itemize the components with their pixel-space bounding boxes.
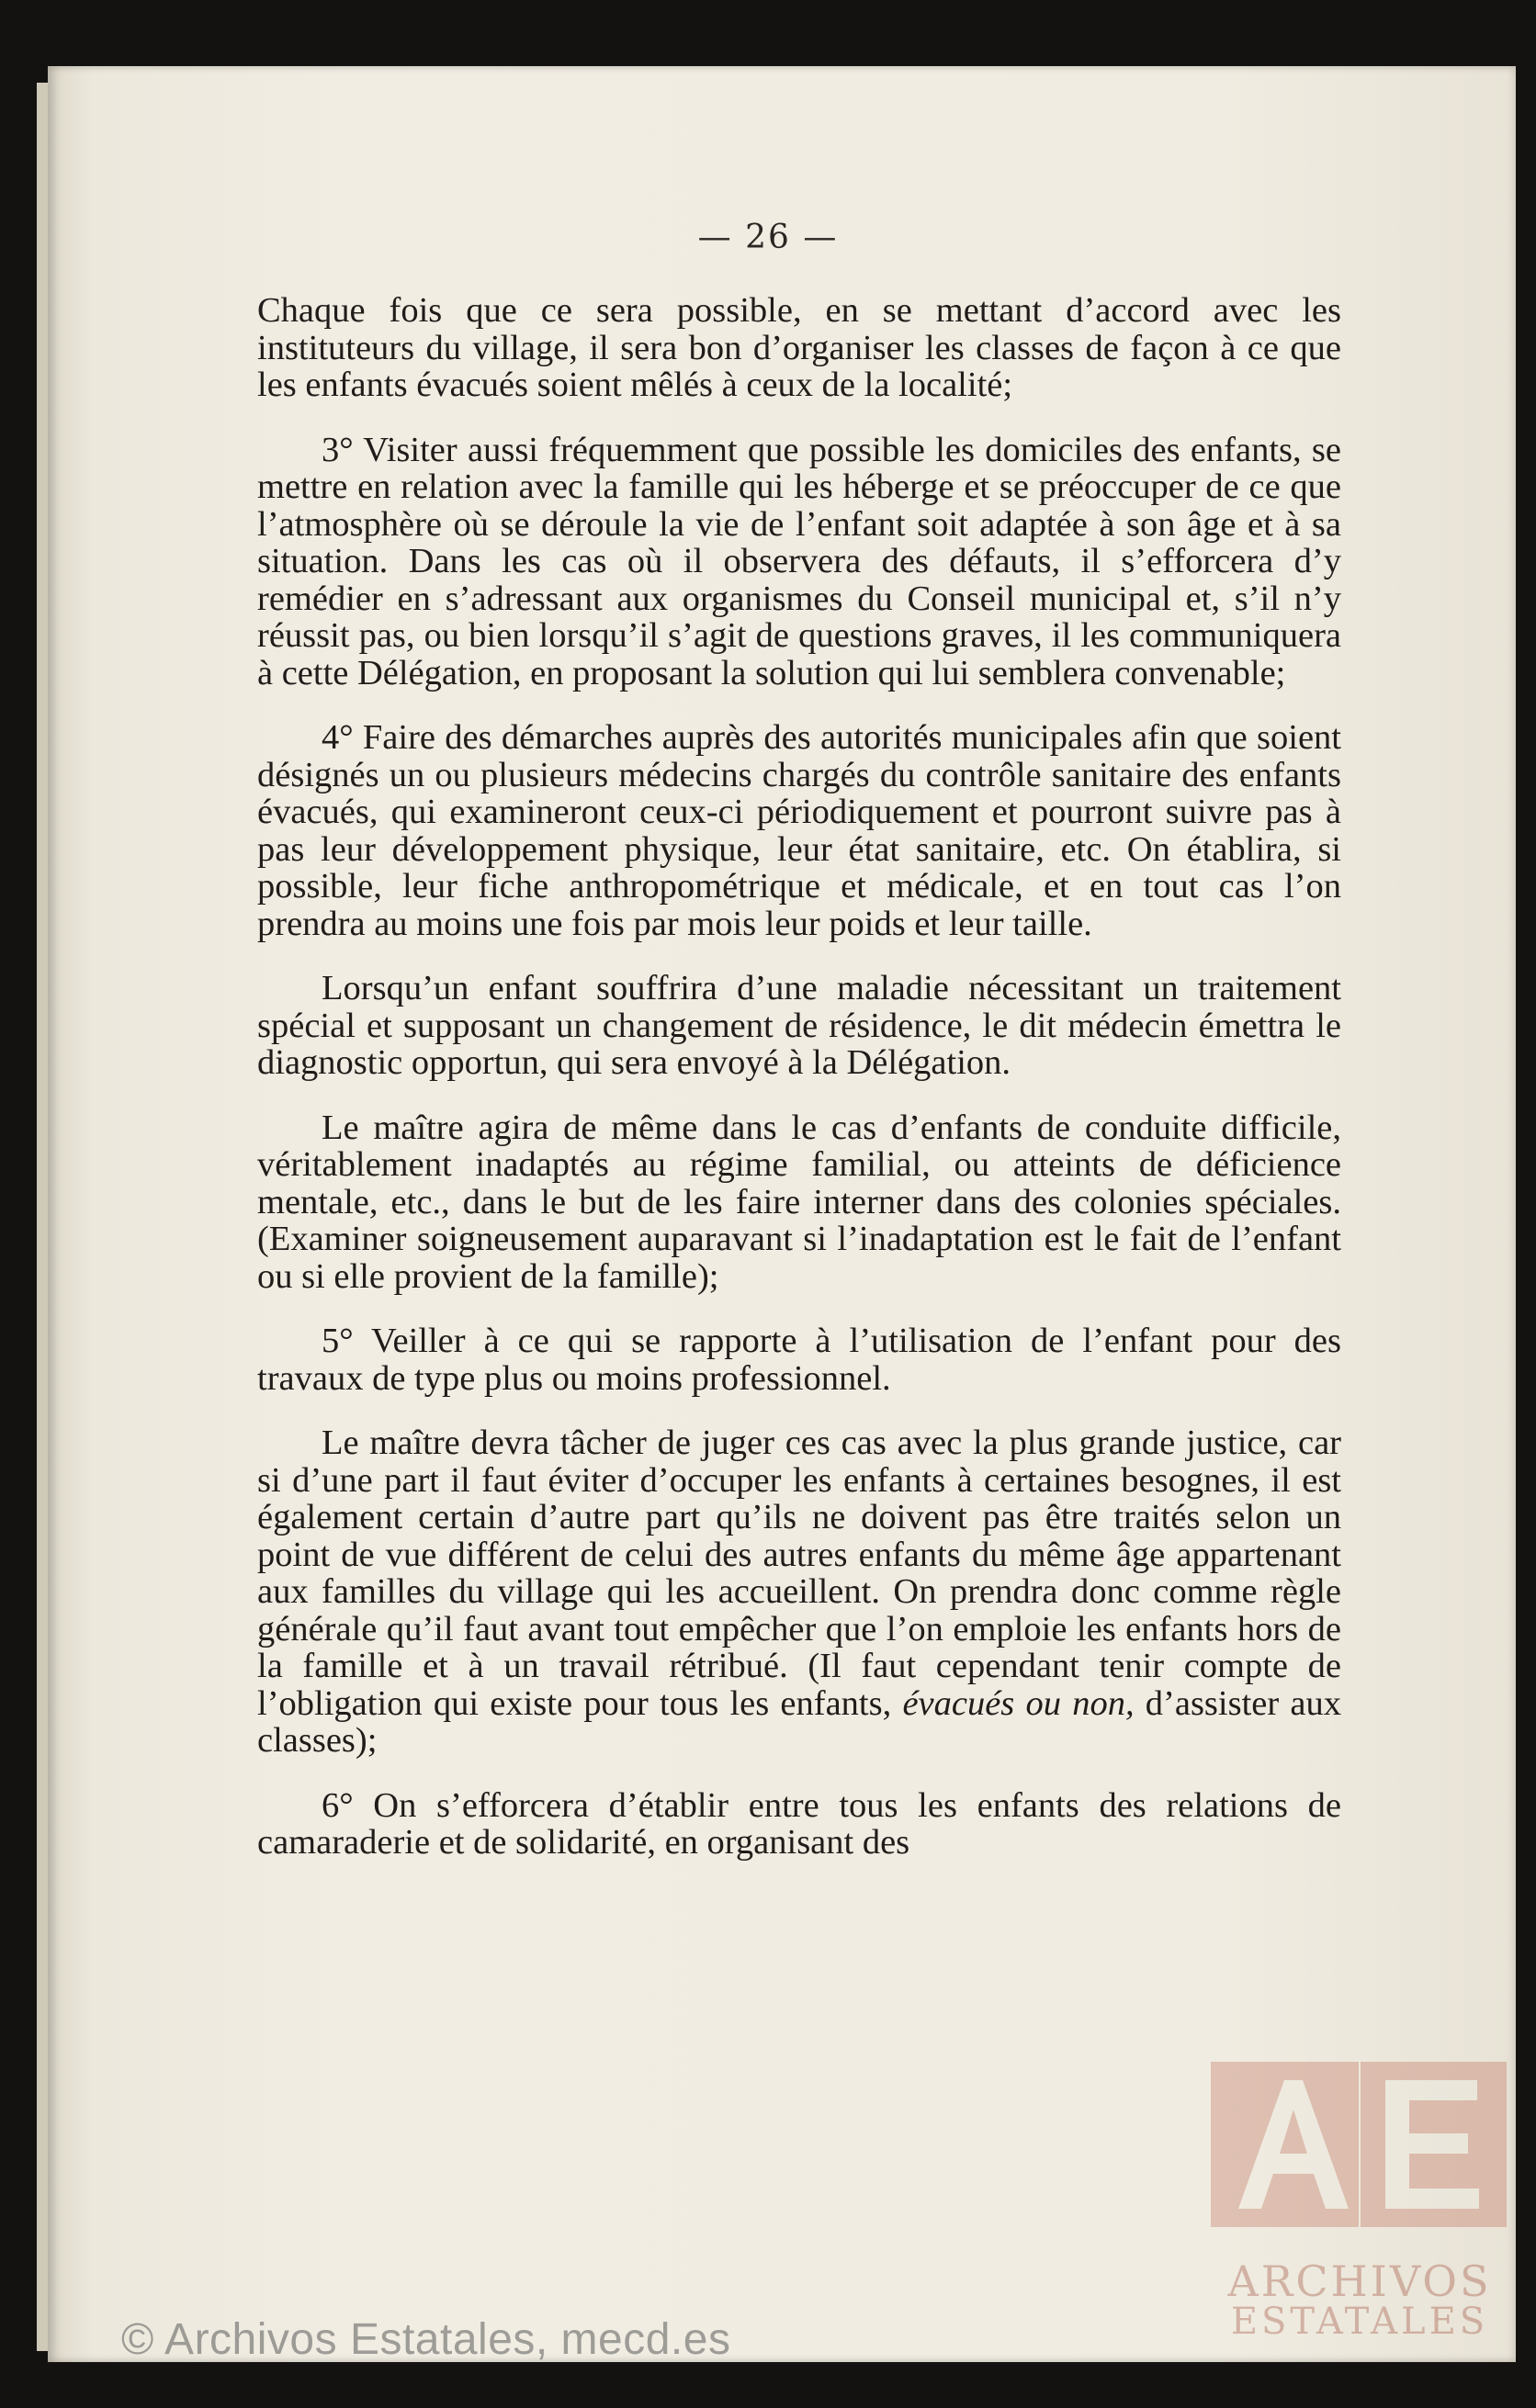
paragraph: Chaque fois que ce sera possible, en se mettant d’accord avec les instituteurs du village, il sera bon d’organiser les classes de façon à ce que les enfants évacués soient mêlés à ceux de la localité;: [257, 291, 1341, 404]
page-edge: [37, 83, 48, 2351]
paragraph: Lorsqu’un enfant souffrira d’une maladie nécessitant un traitement spécial et supposant un changement de résidence, le dit médecin émettra le diagnostic opportun, qui sera envoyé à la Délégation.: [257, 969, 1341, 1082]
paragraph-item-5: 5° Veiller à ce qui se rapporte à l’utilisation de l’enfant pour des travaux de type plus ou moins professionnel.: [257, 1322, 1341, 1398]
body-text: [257, 292, 1341, 1889]
watermark-line-1: ARCHIVOS: [1227, 2256, 1492, 2306]
paragraph-text: Le maître devra tâcher de juger ces cas avec la plus grande justice, car si d’une part il faut éviter d’occuper les enfants à certaines besognes, il est également certain d’autre part qu’ils ne doivent pas être traités selon un point de vue différent de celui des autres enfants du même âge appartenant aux familles du village qui les accueillent. On prendra donc comme règle générale qu’il faut avant tout empêcher que l’on emploie les enfants hors de la famille et à un travail rétribué. (Il faut cependant tenir compte de l’obligation qui existe pour tous les enfants,: [257, 1423, 1341, 1723]
paragraph-item-4: 4° Faire des démarches auprès des autorités municipales afin que soient désignés un ou plusieurs médecins chargés du contrôle sanitaire des enfants évacués, qui examineront ceux-ci périodiquement et pourront suivre pas à pas leur développement physique, leur état sanitaire, etc. On établira, si possible, leur fiche anthropométrique et médicale, et en tout cas l’on prendra au moins une fois par mois leur poids et leur taille.: [257, 718, 1341, 943]
watermark-line-2: ESTATALES: [1230, 2301, 1489, 2343]
paragraph-text: d’assister aux classes);: [257, 1683, 1341, 1760]
logo-letter-e: [1385, 2080, 1479, 2209]
archivos-estatales-logo: [1211, 2062, 1507, 2227]
logo-divider: [1359, 2062, 1361, 2227]
paragraph: Le maître agira de même dans le cas d’enfants de conduite difficile, véritablement inadaptés au régime familial, ou atteints de déficience mentale, etc., dans le but de les faire interner dans des colonies spéciales. (Examiner soigneusement auparavant si l’inadaptation est le fait de l’enfant ou si elle provient de la famille);: [257, 1108, 1341, 1296]
paragraph: [257, 1424, 1341, 1760]
copyright-watermark: © Archivos Estatales, mecd.es: [121, 2315, 731, 2364]
italic-emphasis: évacués ou non,: [902, 1683, 1135, 1723]
watermark-name: [1194, 2256, 1525, 2343]
paragraph-item-3: 3° Visiter aussi fréquemment que possible les domiciles des enfants, se mettre en relation avec la famille qui les héberge et se préoccuper de ce que l’atmosphère où se déroule la vie de l’enfant soit adaptée à son âge et à sa situation. Dans les cas où il observera des défauts, il s’efforcera d’y remédier en s’adressant aux organismes du Conseil municipal et, s’il n’y réussit pas, ou bien lorsqu’il s’agit de questions graves, il les communiquera à cette Délégation, en proposant la solution qui lui semblera convenable;: [257, 430, 1341, 692]
paragraph-item-6: 6° On s’efforcera d’établir entre tous les enfants des relations de camaraderie et de solidarité, en organisant des: [257, 1785, 1341, 1862]
page-number: — 26 —: [697, 219, 839, 256]
